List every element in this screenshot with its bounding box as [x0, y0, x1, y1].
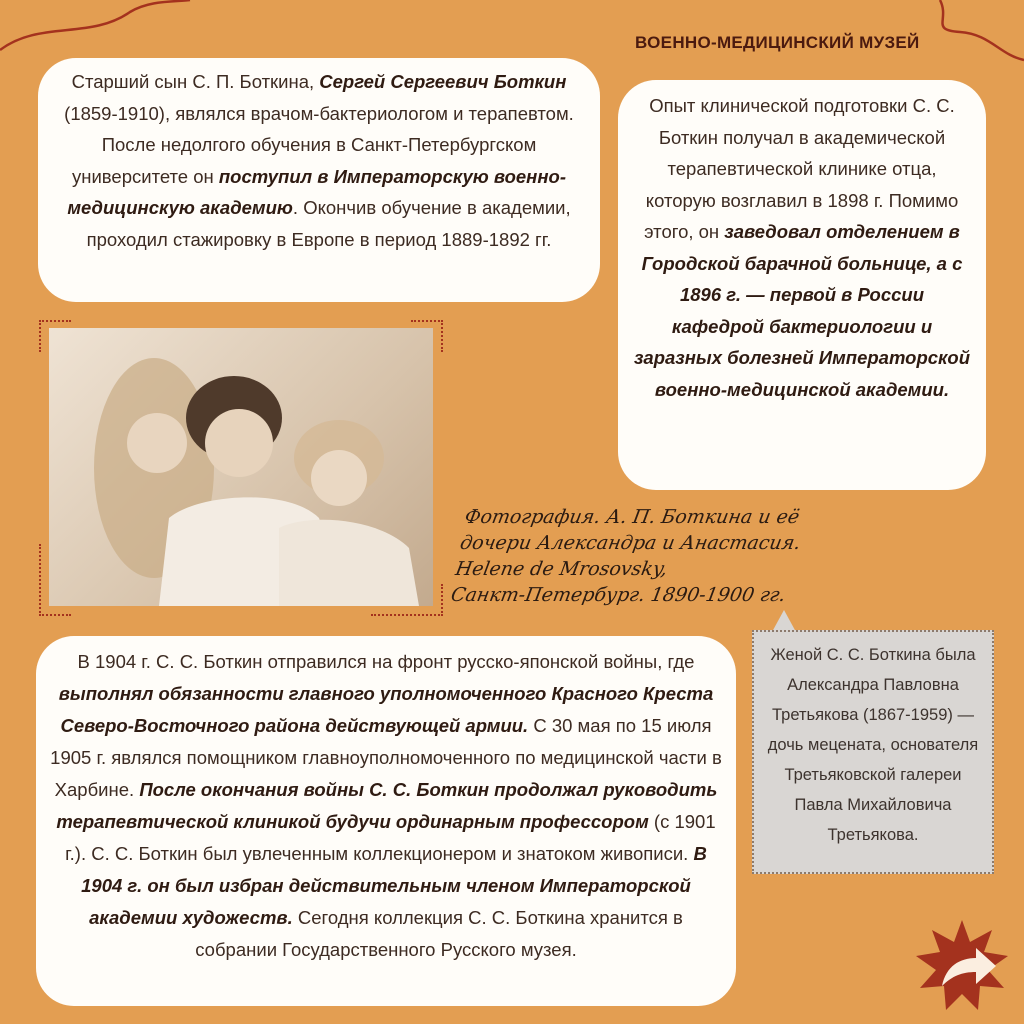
caption-line: Helene de Mrosovsky,	[453, 558, 670, 580]
photo-caption	[449, 504, 807, 608]
clinic-emphasis: заведовал отделением в Городской барачной больнице, а с 1896 г. — первой в России кафедрой бактериологии и заразных болезней Императорской военно-медицинской академии.	[633, 221, 971, 400]
war-emphasis-clinic: После окончания войны С. С. Боткин продолжал руководить терапевтической клиникой будучи ординарным профессором	[56, 779, 718, 832]
war-text: В 1904 г. С. С. Боткин отправился на фронт русско-японской войны, где	[77, 651, 695, 672]
family-photo	[49, 328, 433, 606]
war-emphasis-redcross: выполнял обязанности главного уполномоченного Красного Креста Северо-Восточного района действующей армии.	[58, 683, 714, 736]
bio-text: Старший сын С. П. Боткина,	[71, 71, 320, 92]
museum-title: ВОЕННО-МЕДИЦИНСКИЙ МУЗЕЙ	[635, 33, 920, 52]
war-emphasis-academy: В 1904 г. он был избран действительным членом Императорской академии художеств.	[81, 843, 707, 928]
note-tail	[772, 610, 796, 632]
next-arrow-icon[interactable]	[912, 916, 1012, 1016]
text-card-bio	[38, 58, 600, 302]
war-text: С 30 мая по 15 июля 1905 г. являлся помощником главноуполномоченного по медицинской части в Харбине.	[50, 715, 722, 800]
war-text: (с 1901 г.). С. С. Боткин был увлеченным коллекционером и знатоком живописи.	[65, 811, 716, 864]
bio-text: (1859-1910), являлся врачом-бактериологом и терапевтом. После недолгого обучения в Санкт-Петербургском университете он	[64, 102, 574, 187]
text-card-clinic	[618, 80, 986, 490]
bio-emphasis-academy: поступил в Императорскую военно-медицинскую академию	[67, 165, 566, 218]
caption-line: Санкт-Петербург. 1890-1900 гг.	[449, 584, 788, 606]
bio-text: . Окончив обучение в академии, проходил стажировку в Европе в период 1889-1892 гг.	[86, 197, 571, 250]
note-wife: Женой С. С. Боткина была Александра Павловна Третьякова (1867-1959) — дочь мецената, основателя Третьяковской галереи Павла Михайловича Третьякова.	[752, 630, 994, 874]
clinic-text: Опыт клинической подготовки С. С. Боткин получал в академической терапевтической клинике отца, которую возглавил в 1898 г. Помимо этого, он	[644, 95, 959, 242]
photo-illustration	[49, 328, 433, 606]
caption-line: Фотография. А. П. Боткина и её	[462, 506, 802, 528]
war-text: Сегодня коллекция С. С. Боткина хранится в собрании Государственного Русского музея.	[195, 907, 683, 960]
caption-line: дочери Александра и Анастасия.	[458, 532, 803, 554]
text-card-war	[36, 636, 736, 1006]
bio-emphasis-name: Сергей Сергеевич Боткин	[319, 71, 567, 92]
